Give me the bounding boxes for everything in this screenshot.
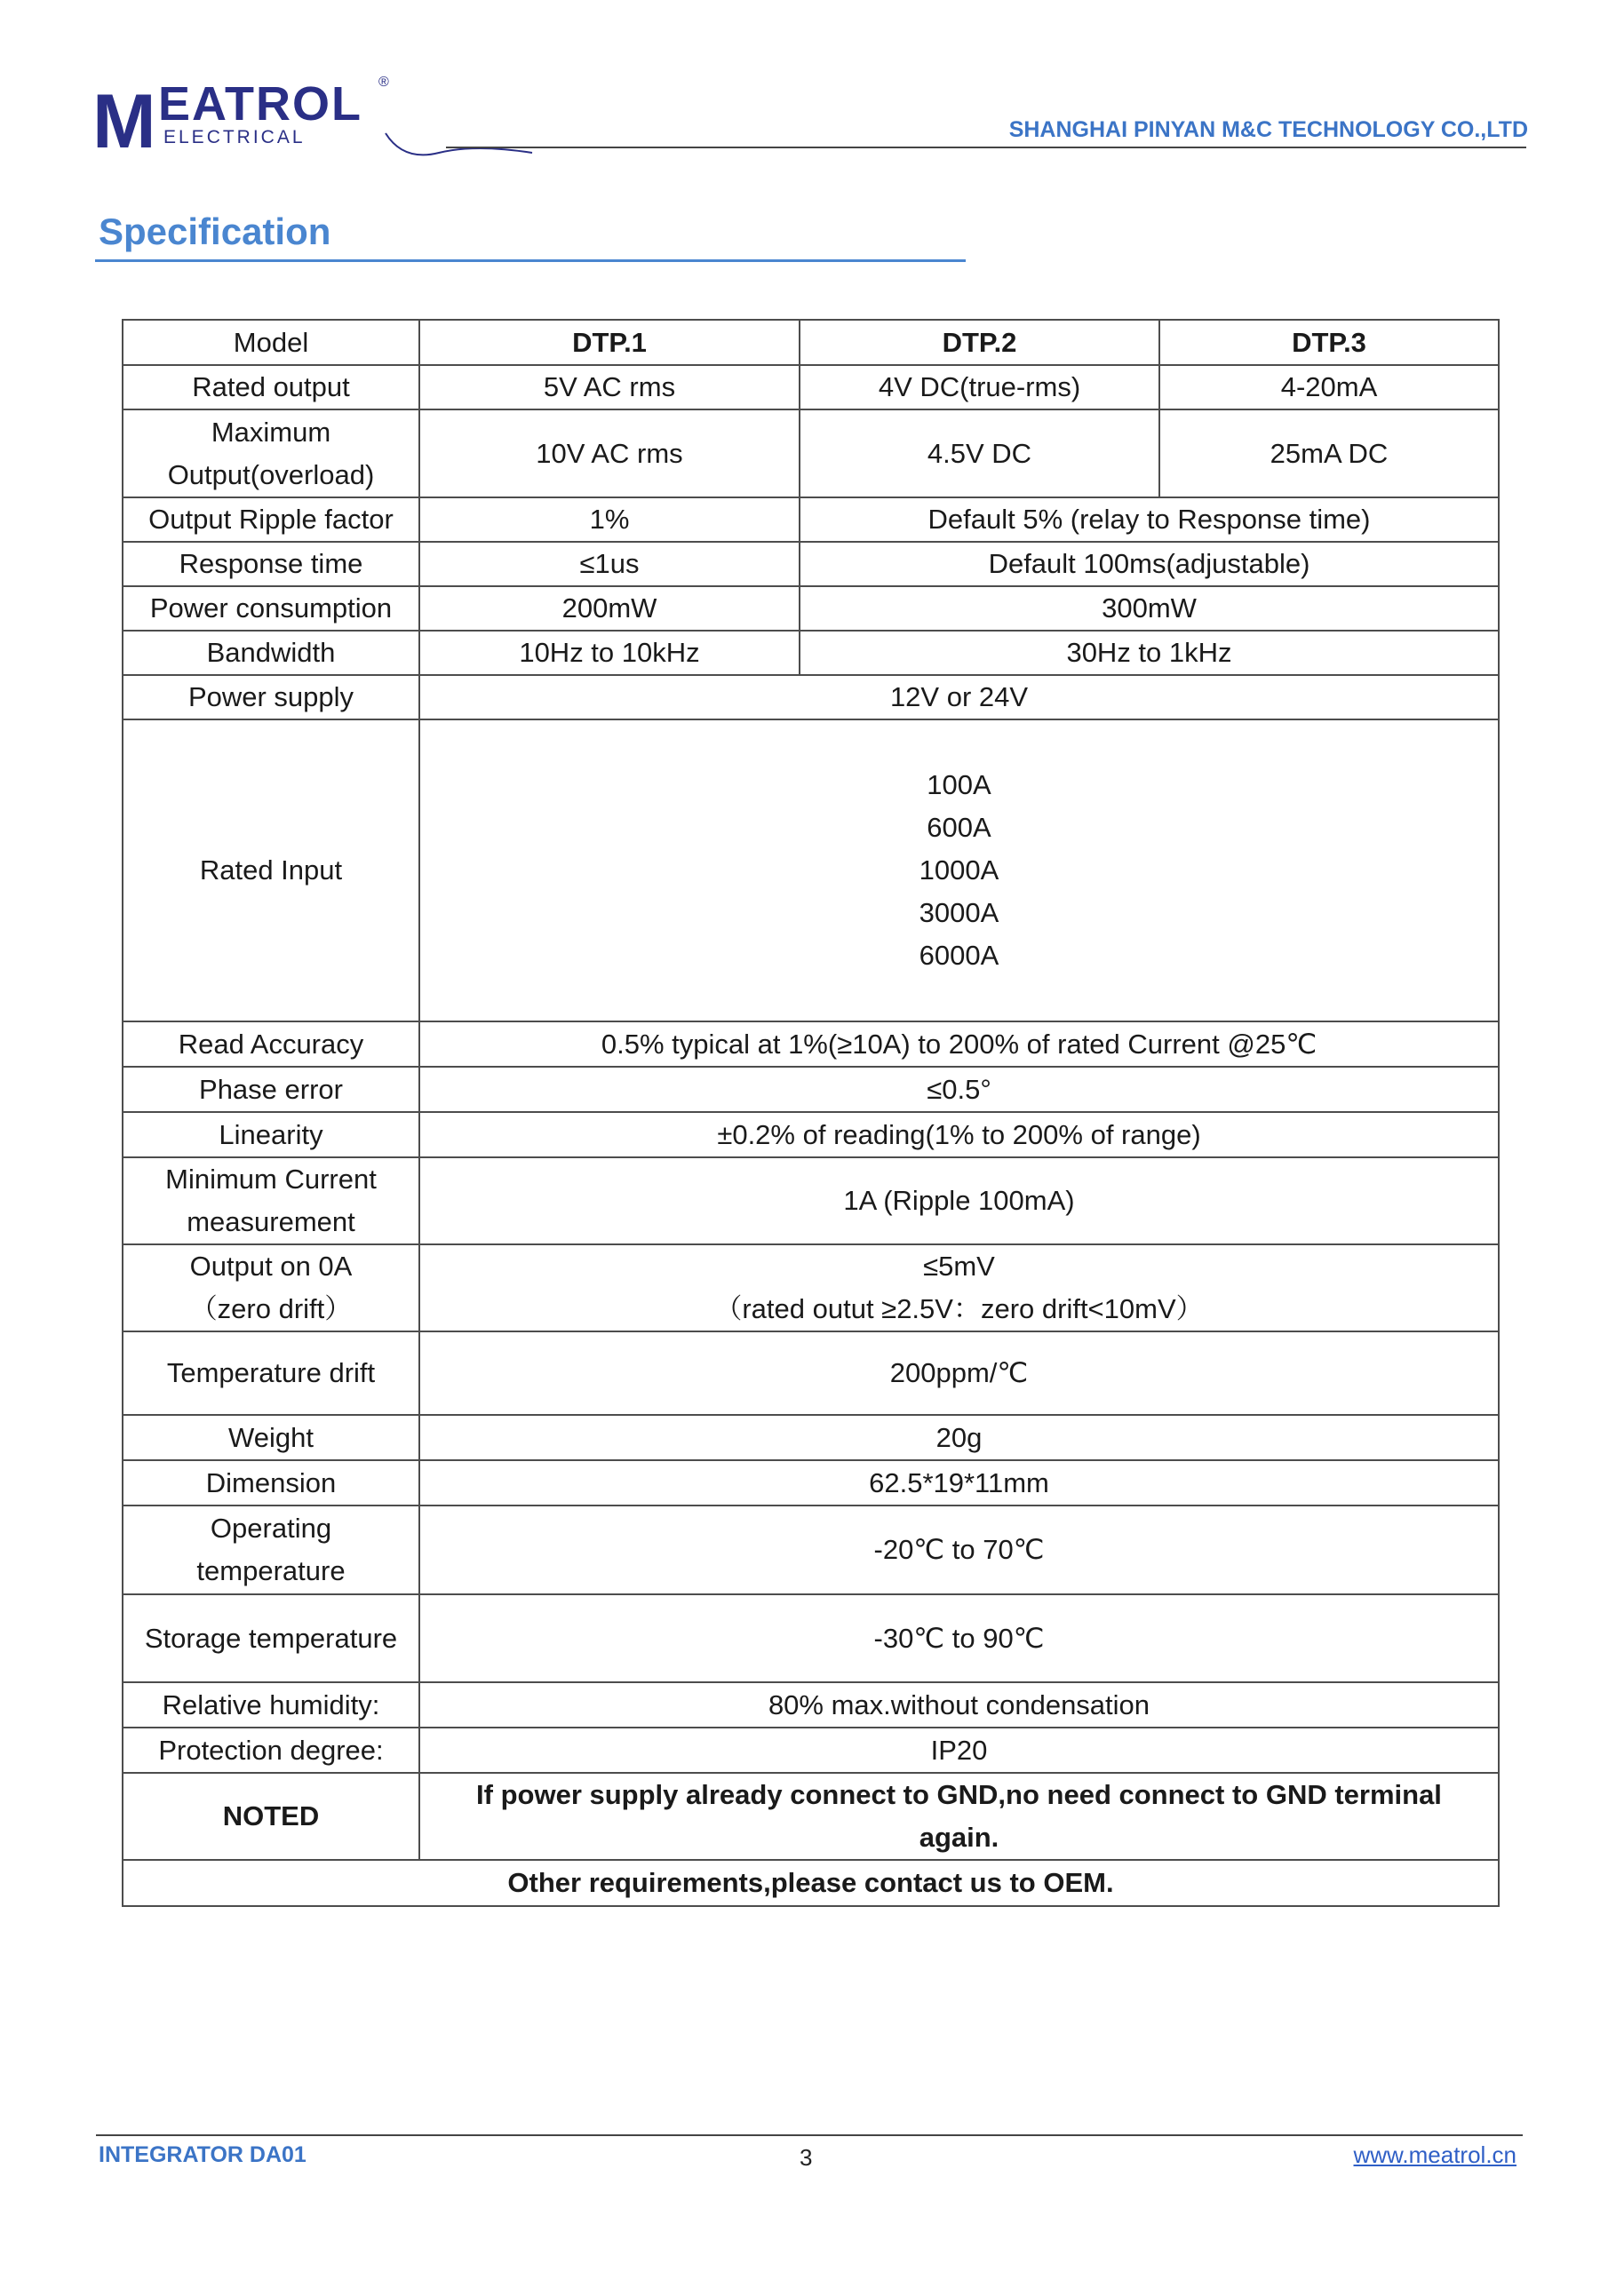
table-row-bandwidth — [123, 631, 1499, 675]
table-row-ripple — [123, 497, 1499, 542]
table-cell — [419, 719, 1499, 1021]
table-cell: ≤1us — [419, 542, 800, 586]
row-label — [123, 409, 419, 497]
section-title-underline — [95, 259, 966, 262]
table-cell: 200mW — [419, 586, 800, 631]
row-label: Dimension — [123, 1460, 419, 1506]
logo-initial: M — [92, 79, 155, 164]
row-label: Power consumption — [123, 586, 419, 631]
row-label-line: Operating — [210, 1513, 332, 1544]
row-label: Rated output — [123, 365, 419, 409]
table-cell: 80% max.without condensation — [419, 1682, 1499, 1728]
column-header-dtp1: DTP.1 — [419, 320, 800, 365]
table-row-min-current — [123, 1157, 1499, 1244]
table-cell: 30Hz to 1kHz — [800, 631, 1499, 675]
row-label-line: （zero drift） — [189, 1293, 353, 1324]
table-cell: 62.5*19*11mm — [419, 1460, 1499, 1506]
row-label-line: measurement — [187, 1206, 355, 1237]
row-label-line: Output on 0A — [189, 1251, 353, 1282]
row-label: Storage temperature — [123, 1594, 419, 1682]
row-label: Relative humidity: — [123, 1682, 419, 1728]
table-row-humidity — [123, 1682, 1499, 1728]
company-logo — [92, 75, 448, 164]
cell-line: again. — [919, 1822, 999, 1853]
row-label: NOTED — [123, 1773, 419, 1860]
list-item: 1000A — [919, 854, 999, 886]
table-cell: ≤0.5° — [419, 1067, 1499, 1112]
row-label: Power supply — [123, 675, 419, 719]
row-label — [123, 1506, 419, 1594]
row-label: Read Accuracy — [123, 1021, 419, 1067]
row-label-line: Minimum Current — [165, 1164, 377, 1195]
table-cell: 4.5V DC — [800, 409, 1159, 497]
table-row-protection — [123, 1728, 1499, 1773]
row-label: Rated Input — [123, 719, 419, 1021]
column-header-dtp3: DTP.3 — [1159, 320, 1499, 365]
table-row-linearity — [123, 1112, 1499, 1157]
table-row-phase-error — [123, 1067, 1499, 1112]
row-label: Linearity — [123, 1112, 419, 1157]
list-item: 6000A — [919, 940, 999, 971]
list-item: 3000A — [919, 897, 999, 928]
row-label — [123, 1157, 419, 1244]
row-label: Output Ripple factor — [123, 497, 419, 542]
table-row-power-supply — [123, 675, 1499, 719]
website-link[interactable]: www.meatrol.cn — [1353, 2141, 1516, 2168]
row-label: Temperature drift — [123, 1331, 419, 1415]
list-item: 600A — [927, 812, 991, 843]
table-cell: 300mW — [800, 586, 1499, 631]
table-cell: ±0.2% of reading(1% to 200% of range) — [419, 1112, 1499, 1157]
column-header-dtp2: DTP.2 — [800, 320, 1159, 365]
table-cell — [419, 1773, 1499, 1860]
table-cell: 4-20mA — [1159, 365, 1499, 409]
row-label-line: Maximum — [211, 416, 331, 448]
row-label: Bandwidth — [123, 631, 419, 675]
table-row-response-time — [123, 542, 1499, 586]
table-cell: -30℃ to 90℃ — [419, 1594, 1499, 1682]
table-cell: 5V AC rms — [419, 365, 800, 409]
table-cell: 1A (Ripple 100mA) — [419, 1157, 1499, 1244]
table-row-storage-temperature — [123, 1594, 1499, 1682]
table-cell: 10Hz to 10kHz — [419, 631, 800, 675]
company-name: SHANGHAI PINYAN M&C TECHNOLOGY CO.,LTD — [1008, 117, 1528, 142]
page-number: 3 — [800, 2144, 813, 2171]
row-label: Protection degree: — [123, 1728, 419, 1773]
table-cell: 10V AC rms — [419, 409, 800, 497]
logo-swoosh-icon — [332, 126, 537, 162]
table-cell: 20g — [419, 1415, 1499, 1460]
cell-line: If power supply already connect to GND,no need connect to GND terminal — [476, 1779, 1442, 1810]
table-cell: Default 100ms(adjustable) — [800, 542, 1499, 586]
table-row-weight — [123, 1415, 1499, 1460]
table-cell: -20℃ to 70℃ — [419, 1506, 1499, 1594]
logo-subtitle: ELECTRICAL — [163, 127, 306, 147]
header-divider — [446, 147, 1526, 148]
table-row-rated-output — [123, 365, 1499, 409]
table-cell: Other requirements,please contact us to OEM. — [123, 1860, 1499, 1906]
table-cell: 25mA DC — [1159, 409, 1499, 497]
table-row-max-output — [123, 409, 1499, 497]
table-row-power-consumption — [123, 586, 1499, 631]
logo-wordmark: EATROL — [158, 77, 362, 131]
row-label-line: Output(overload) — [167, 458, 375, 490]
row-label: Phase error — [123, 1067, 419, 1112]
cell-line: ≤5mV — [923, 1251, 995, 1282]
row-label: Response time — [123, 542, 419, 586]
registered-mark: ® — [378, 75, 389, 90]
table-cell: 0.5% typical at 1%(≥10A) to 200% of rated Current @25℃ — [419, 1021, 1499, 1067]
footer-product-name: INTEGRATOR DA01 — [99, 2142, 306, 2167]
list-item: 100A — [927, 769, 991, 800]
section-title: Specification — [99, 211, 331, 252]
table-row-temperature-drift — [123, 1331, 1499, 1415]
table-cell: 12V or 24V — [419, 675, 1499, 719]
footer-divider — [96, 2134, 1523, 2136]
table-row-zero-drift — [123, 1244, 1499, 1331]
table-row-noted — [123, 1773, 1499, 1860]
table-row-operating-temperature — [123, 1506, 1499, 1594]
table-cell: 4V DC(true-rms) — [800, 365, 1159, 409]
table-row-model — [123, 320, 1499, 365]
cell-line: （rated outut ≥2.5V：zero drift<10mV） — [714, 1293, 1204, 1324]
row-label — [123, 1244, 419, 1331]
table-row-read-accuracy — [123, 1021, 1499, 1067]
table-cell — [419, 1244, 1499, 1331]
specification-table — [122, 319, 1500, 1907]
row-label: Weight — [123, 1415, 419, 1460]
table-row-other — [123, 1860, 1499, 1906]
table-row-rated-input — [123, 719, 1499, 1021]
table-cell: Default 5% (relay to Response time) — [800, 497, 1499, 542]
row-label: Model — [123, 320, 419, 365]
row-label-line: temperature — [196, 1555, 346, 1586]
table-row-dimension — [123, 1460, 1499, 1506]
table-cell: IP20 — [419, 1728, 1499, 1773]
table-cell: 1% — [419, 497, 800, 542]
table-cell: 200ppm/℃ — [419, 1331, 1499, 1415]
